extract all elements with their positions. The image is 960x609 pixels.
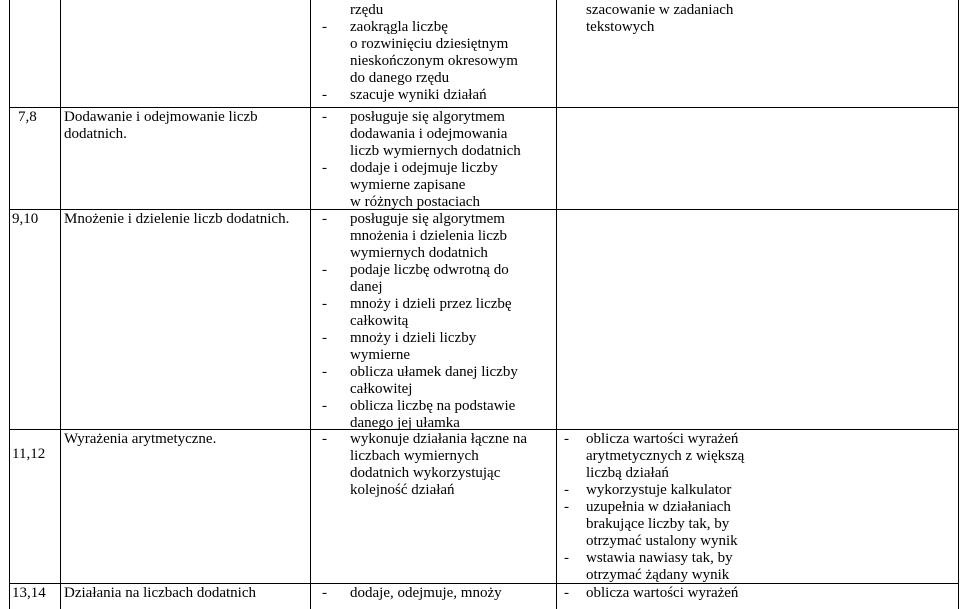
topic-line: Działania na liczbach dodatnich (64, 585, 256, 601)
bullet-dash: - (322, 296, 327, 312)
content-line: wymierne (350, 347, 410, 363)
content-line: dodaje i odejmuje liczby (350, 160, 498, 176)
content-line: podaje liczbę odwrotną do (350, 262, 509, 278)
content-line: danego jej ułamka (350, 415, 460, 431)
extra-line: szacowanie w zadaniach (586, 2, 734, 18)
content-line: całkowitą (350, 313, 409, 329)
content-line: posługuje się algorytmem (350, 109, 505, 125)
content-line: wymiernych dodatnich (350, 245, 488, 261)
topic-line: dodatnich. (64, 126, 127, 142)
content-line: mnoży i dzieli przez liczbę (350, 296, 512, 312)
content-line: szacuje wyniki działań (350, 87, 487, 103)
bullet-dash: - (322, 109, 327, 125)
column-rule-1 (60, 0, 61, 609)
bullet-dash: - (322, 398, 327, 414)
content-line: mnoży i dzieli liczby (350, 330, 477, 346)
row-rule-1 (9, 209, 959, 210)
column-rule-4 (958, 0, 959, 609)
extra-line: wykorzystuje kalkulator (586, 482, 732, 498)
content-line: do danego rzędu (350, 70, 450, 86)
bullet-dash: - (322, 364, 327, 380)
content-line: zaokrągla liczbę (350, 19, 448, 35)
bullet-dash: - (322, 211, 327, 227)
row-number: 13,14 (12, 585, 46, 601)
column-rule-3 (556, 0, 557, 609)
content-line: całkowitej (350, 381, 413, 397)
content-line: w różnych postaciach (350, 194, 480, 210)
extra-line: liczbą działań (586, 465, 669, 481)
content-line: liczbach wymiernych (350, 448, 479, 464)
row-number: 9,10 (12, 211, 39, 227)
row-number: 7,8 (18, 109, 37, 125)
content-line: danej (350, 279, 383, 295)
bullet-dash: - (322, 160, 327, 176)
column-rule-2 (310, 0, 311, 609)
content-line: rzędu (350, 2, 384, 18)
extra-line: tekstowych (586, 19, 655, 35)
content-line: mnożenia i dzielenia liczb (350, 228, 508, 244)
content-line: oblicza ułamek danej liczby (350, 364, 518, 380)
extra-line: otrzymać żądany wynik (586, 567, 730, 583)
bullet-dash: - (322, 431, 327, 447)
content-line: kolejność działań (350, 482, 455, 498)
extra-line: brakujące liczby tak, by (586, 516, 730, 532)
content-line: dodawania i odejmowania (350, 126, 508, 142)
content-line: posługuje się algorytmem (350, 211, 505, 227)
extra-line: arytmetycznych z większą (586, 448, 745, 464)
column-rule-0 (9, 0, 10, 609)
topic-line: Mnożenie i dzielenie liczb dodatnich. (64, 211, 290, 227)
content-line: liczb wymiernych dodatnich (350, 143, 521, 159)
bullet-dash: - (322, 19, 327, 35)
extra-line: otrzymać ustalony wynik (586, 533, 738, 549)
topic-line: Wyrażenia arytmetyczne. (64, 431, 217, 447)
row-number: 11,12 (12, 446, 46, 462)
bullet-dash: - (564, 585, 569, 601)
content-line: dodaje, odejmuje, mnoży (350, 585, 502, 601)
content-line: dodatnich wykorzystując (350, 465, 501, 481)
row-rule-3 (9, 583, 959, 584)
bullet-dash: - (564, 550, 569, 566)
row-rule-2 (9, 429, 959, 430)
extra-line: uzupełnia w działaniach (586, 499, 731, 515)
extra-line: oblicza wartości wyrażeń (586, 431, 739, 447)
content-line: o rozwinięciu dziesiętnym (350, 36, 509, 52)
bullet-dash: - (322, 585, 327, 601)
content-line: oblicza liczbę na podstawie (350, 398, 516, 414)
bullet-dash: - (564, 499, 569, 515)
extra-line: wstawia nawiasy tak, by (586, 550, 733, 566)
row-rule-0 (9, 107, 959, 108)
bullet-dash: - (322, 87, 327, 103)
bullet-dash: - (322, 262, 327, 278)
content-line: wykonuje działania łączne na (350, 431, 527, 447)
content-line: nieskończonym okresowym (350, 53, 518, 69)
bullet-dash: - (564, 482, 569, 498)
extra-line: oblicza wartości wyrażeń (586, 585, 739, 601)
bullet-dash: - (322, 330, 327, 346)
topic-line: Dodawanie i odejmowanie liczb (64, 109, 258, 125)
content-line: wymierne zapisane (350, 177, 466, 193)
bullet-dash: - (564, 431, 569, 447)
